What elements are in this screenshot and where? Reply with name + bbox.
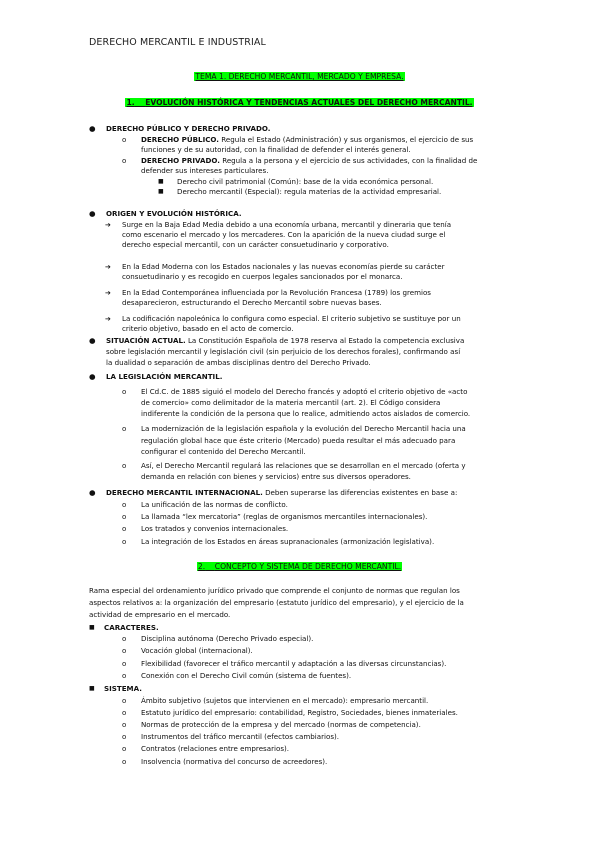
bullet-icon: ●	[89, 488, 96, 497]
internacional-head-line	[106, 488, 457, 498]
list-head-publico-privado: DERECHO PÚBLICO Y DERECHO PRIVADO.	[106, 124, 271, 133]
circle-bullet-icon: o	[122, 501, 127, 509]
situacion-text-1: La Constitución Española de 1978 reserva al Estado la competencia exclusiva	[185, 336, 465, 345]
sistema-item: Normas de protección de la empresa y del mercado (normas de competencia).	[141, 720, 421, 729]
circle-bullet-icon: o	[122, 462, 127, 470]
square-bullet-icon: ■	[158, 178, 164, 185]
publico-label: DERECHO PÚBLICO.	[141, 135, 219, 144]
tema-title	[0, 72, 599, 81]
section-1-number: 1.	[126, 98, 135, 107]
bullet-icon: ●	[89, 372, 96, 381]
section-2-heading	[0, 562, 599, 571]
internacional-label: DERECHO MERCANTIL INTERNACIONAL.	[106, 488, 263, 497]
caracter-item: Vocación global (internacional).	[141, 646, 253, 655]
privado-text-1: Regula a la persona y el ejercicio de sus actividades, con la finalidad de	[219, 156, 478, 165]
circle-bullet-icon: o	[122, 672, 127, 680]
bullet-icon: ●	[89, 124, 96, 133]
section-1-heading	[0, 98, 599, 107]
section-1-title: EVOLUCIÓN HISTÓRICA Y TENDENCIAS ACTUALES DEL DERECHO MERCANTIL.	[145, 98, 473, 107]
origen-a1-l3: derecho especial mercantil, con un carácter consuetudinario y corporativo.	[122, 240, 389, 249]
circle-bullet-icon: o	[122, 635, 127, 643]
legislacion-c1-l3: indiferente la condición de la persona que lo realice, admitiendo actos aislados de comercio.	[141, 409, 471, 418]
origen-a2-l1: En la Edad Moderna con los Estados nacionales y las nuevas economías pierde su carácter	[122, 262, 445, 271]
internacional-item: Los tratados y convenios internacionales.	[141, 524, 289, 533]
caracter-item: Flexibilidad (favorecer el tráfico mercantil y adaptación a las diversas circunstancias).	[141, 659, 447, 668]
origen-a1-l2: como escenario el mercado y los mercaderes. Con la aparición de la nueva ciudad surge el	[122, 230, 446, 239]
running-header: DERECHO MERCANTIL E INDUSTRIAL	[89, 37, 266, 48]
tema-title-text: TEMA 1. DERECHO MERCANTIL, MERCADO Y EMPRESA.	[195, 72, 404, 81]
concepto-intro-l1: Rama especial del ordenamiento jurídico privado que comprende el conjunto de normas que regulan los	[89, 586, 460, 595]
circle-bullet-icon: o	[122, 745, 127, 753]
origen-a2-l2: consuetudinario y es recogido en cuerpos legales sancionados por el monarca.	[122, 272, 403, 281]
section-1-highlight	[125, 98, 473, 107]
section-2-number: 2.	[197, 562, 206, 571]
square-bullet-icon: ■	[158, 188, 164, 195]
circle-bullet-icon: o	[122, 388, 127, 396]
publico-line-2: funciones y de su autoridad, con la finalidad de defender el interés general.	[141, 145, 411, 154]
internacional-item: La unificación de las normas de conflicto.	[141, 500, 288, 509]
situacion-line-2: sobre legislación mercantil y legislación civil (sin perjuicio de los derechos forales), confirmando así	[106, 347, 461, 356]
origen-a4-l2: criterio objetivo, basado en el acto de comercio.	[122, 324, 294, 333]
sistema-item: Insolvencia (normativa del concurso de acreedores).	[141, 757, 328, 766]
concepto-intro-l2: aspectos relativos a: la organización del empresario (estatuto jurídico del empresario), y el ejercicio de la	[89, 598, 464, 607]
privado-line-2: defender sus intereses particulares.	[141, 166, 269, 175]
situacion-line-3: la dualidad o separación de ambas disciplinas dentro del Derecho Privado.	[106, 358, 371, 367]
square-bullet-icon: ■	[89, 685, 95, 692]
origen-a1-l1: Surge en la Baja Edad Media debido a una economía urbana, mercantil y dineraria que tenía	[122, 220, 452, 229]
concepto-intro-l3: actividad de empresario en el mercado.	[89, 610, 231, 619]
arrow-icon: ➔	[105, 221, 111, 229]
circle-bullet-icon: o	[122, 157, 127, 165]
circle-bullet-icon: o	[122, 709, 127, 717]
circle-bullet-icon: o	[122, 758, 127, 766]
circle-bullet-icon: o	[122, 721, 127, 729]
situacion-line-1	[106, 336, 464, 346]
privado-label: DERECHO PRIVADO.	[141, 156, 220, 165]
sub-derecho-civil: Derecho civil patrimonial (Común): base de la vida económica personal.	[177, 177, 434, 186]
square-bullet-icon: ■	[89, 624, 95, 631]
privado-line-1	[141, 156, 477, 166]
circle-bullet-icon: o	[122, 697, 127, 705]
list-head-sistema: SISTEMA.	[104, 684, 142, 693]
arrow-icon: ➔	[105, 289, 111, 297]
circle-bullet-icon: o	[122, 538, 127, 546]
legislacion-c1-l2: de comercio» como delimitador de la materia mercantil (art. 2). El Código considera	[141, 398, 441, 407]
internacional-item: La llamada “lex mercatoria” (reglas de organismos mercantiles internacionales).	[141, 512, 428, 521]
arrow-icon: ➔	[105, 315, 111, 323]
section-2-highlight	[197, 562, 402, 571]
bullet-icon: ●	[89, 336, 96, 345]
origen-a4-l1: La codificación napoleónica lo configura como especial. El criterio subjetivo se sustituye por un	[122, 314, 461, 323]
sub-derecho-mercantil: Derecho mercantil (Especial): regula materias de la actividad empresarial.	[177, 187, 442, 196]
legislacion-c3-l2: demanda en relación con bienes y servicios) entre sus diversos operadores.	[141, 472, 411, 481]
caracter-item: Disciplina autónoma (Derecho Privado especial).	[141, 634, 314, 643]
publico-line-1	[141, 135, 473, 145]
origen-a3-l1: En la Edad Contemporánea influenciada por la Revolución Francesa (1789) los gremios	[122, 288, 431, 297]
legislacion-c2-l2: regulación global hace que éste criterio (Mercado) pueda resultar el más adecuado para	[141, 436, 456, 445]
situacion-label: SITUACIÓN ACTUAL.	[106, 336, 186, 345]
circle-bullet-icon: o	[122, 660, 127, 668]
legislacion-c3-l1: Así, el Derecho Mercantil regulará las relaciones que se desarrollan en el mercado (oferta y	[141, 461, 466, 470]
bullet-icon: ●	[89, 209, 96, 218]
origen-a3-l2: desaparecieron, estructurando el Derecho Mercantil sobre nuevas bases.	[122, 298, 382, 307]
legislacion-c2-l1: La modernización de la legislación española y la evolución del Derecho Mercantil hacia una	[141, 424, 466, 433]
circle-bullet-icon: o	[122, 647, 127, 655]
sistema-item: Contratos (relaciones entre empresarios).	[141, 744, 290, 753]
list-head-origen: ORIGEN Y EVOLUCIÓN HISTÓRICA.	[106, 209, 242, 218]
circle-bullet-icon: o	[122, 136, 127, 144]
sistema-item: Estatuto jurídico del empresario: contabilidad, Registro, Sociedades, bienes inmateriales.	[141, 708, 458, 717]
publico-text-1: Regula el Estado (Administración) y sus organismos, el ejercicio de sus	[219, 135, 474, 144]
sistema-item: Ámbito subjetivo (sujetos que intervienen en el mercado): empresario mercantil.	[141, 696, 429, 705]
internacional-item: La integración de los Estados en áreas supranacionales (armonización legislativa).	[141, 537, 435, 546]
circle-bullet-icon: o	[122, 525, 127, 533]
sistema-item: Instrumentos del tráfico mercantil (efectos cambiarios).	[141, 732, 340, 741]
circle-bullet-icon: o	[122, 733, 127, 741]
circle-bullet-icon: o	[122, 425, 127, 433]
section-2-title: CONCEPTO Y SISTEMA DE DERECHO MERCANTIL.	[214, 562, 402, 571]
list-head-legislacion: LA LEGISLACIÓN MERCANTIL.	[106, 372, 223, 381]
circle-bullet-icon: o	[122, 513, 127, 521]
legislacion-c1-l1: El Cd.C. de 1885 siguió el modelo del Derecho francés y adoptó el criterio objetivo de «acto	[141, 387, 468, 396]
list-head-caracteres: CARACTERES.	[104, 623, 159, 632]
caracter-item: Conexión con el Derecho Civil común (sistema de fuentes).	[141, 671, 352, 680]
internacional-text: Deben superarse las diferencias existentes en base a:	[262, 488, 458, 497]
arrow-icon: ➔	[105, 263, 111, 271]
legislacion-c2-l3: configurar el contenido del Derecho Mercantil.	[141, 447, 306, 456]
